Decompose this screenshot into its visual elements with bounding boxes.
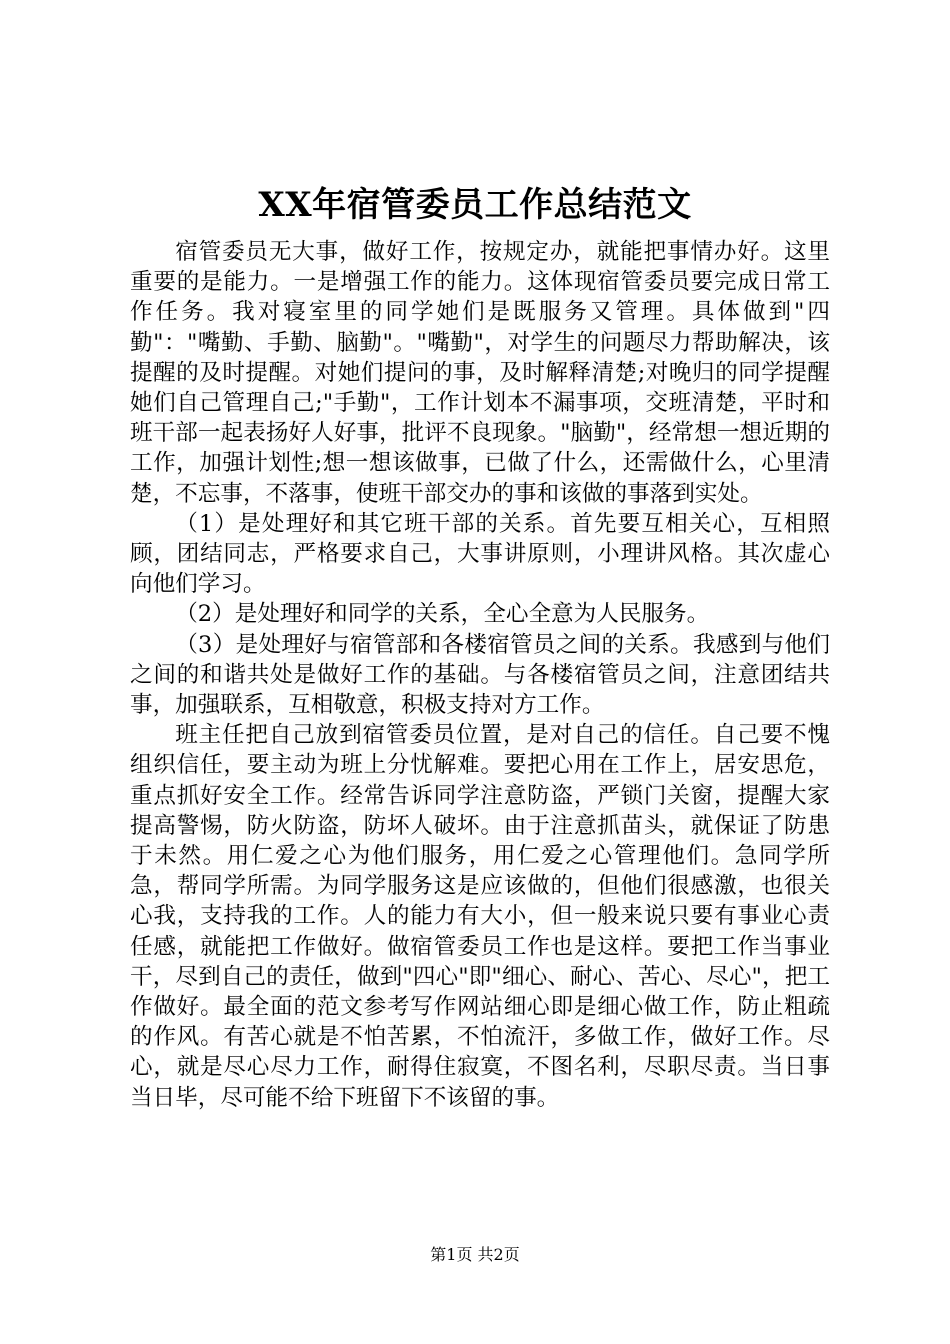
paragraph-point-2: （2）是处理好和同学的关系，全心全意为人民服务。: [175, 601, 710, 628]
page-footer: 第1页 共2页: [430, 1245, 520, 1264]
paragraph-intro: 宿管委员无大事，做好工作，按规定办，就能把事情办好。这里重要的是能力。一是增强工作的能力。这体现宿管委员要完成日常工作任务。我对寝室里的同学她们是既服务又管理。具体做到"四勤"："嘴勤、手勤、脑勤"。"嘴勤"，对学生的问题尽力帮助解决，该提醒的及时提醒。对她们提问的事，及时解释清楚;对晚归的同学提醒她们自己管理自己;"手勤"，工作计划本不漏事项，交班清楚，平时和班干部一起表扬好人好事，批评不良现象。"脑勤"，经常想一想近期的工作，加强计划性;想一想该做事，已做了什么，还需做什么，心里清楚，不忘事，不落事，使班干部交办的事和该做的事落到实处。: [130, 239, 830, 507]
paragraph-responsibility: 班主任把自己放到宿管委员位置，是对自己的信任。自己要不愧组织信任，要主动为班上分忧解难。要把心用在工作上，居安思危，重点抓好安全工作。经常告诉同学注意防盗，严锁门关窗，提醒大家提高警惕，防火防盗，防坏人破坏。由于注意抓苗头，就保证了防患于未然。用仁爱之心为他们服务，用仁爱之心管理他们。急同学所急，帮同学所需。为同学服务这是应该做的，但他们很感激，也很关心我，支持我的工作。人的能力有大小，但一般来说只要有事业心责任感，就能把工作做好。做宿管委员工作也是这样。要把工作当事业干，尽到自己的责任，做到"四心"即"细心、耐心、苦心、尽心"，把工作做好。最全面的范文参考写作网站细心即是细心做工作，防止粗疏的作风。有苦心就是不怕苦累，不怕流汗，多做工作，做好工作。尽心，就是尽心尽力工作，耐得住寂寞，不图名利，尽职尽责。当日事当日毕，尽可能不给下班留下不该留的事。: [130, 722, 830, 1111]
document-title: XX年宿管委员工作总结范文: [258, 185, 692, 225]
paragraph-point-3: （3）是处理好与宿管部和各楼宿管员之间的关系。我感到与他们之间的和谐共处是做好工作的基础。与各楼宿管员之间，注意团结共事，加强联系，互相敬意，积极支持对方工作。: [130, 631, 830, 719]
document-body: [130, 237, 830, 1113]
paragraph-point-1: （1）是处理好和其它班干部的关系。首先要互相关心，互相照顾，团结同志，严格要求自己，大事讲原则，小理讲风格。其次虚心向他们学习。: [130, 510, 830, 598]
